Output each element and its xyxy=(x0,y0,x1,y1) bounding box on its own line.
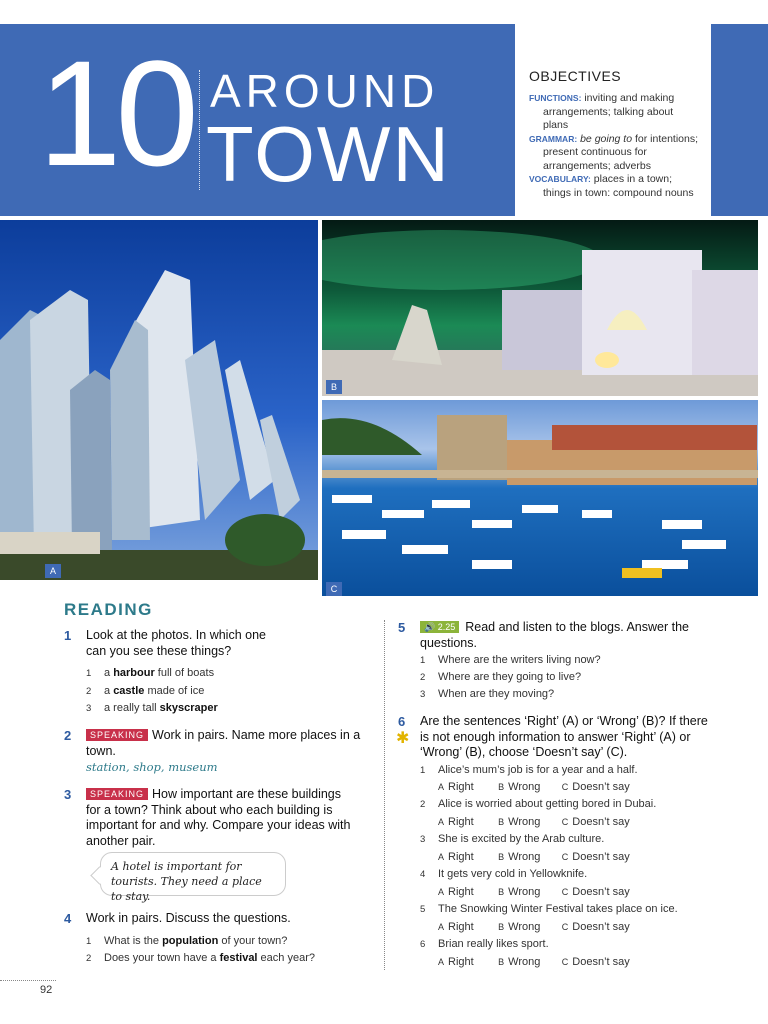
ice-castle-illustration xyxy=(322,220,758,396)
objectives-box xyxy=(515,24,711,216)
list-item: 1 a harbour full of boats xyxy=(86,667,215,679)
list-item: 1 What is the population of your town? xyxy=(86,935,288,947)
list-item: 3 a really tall skyscraper xyxy=(86,702,218,714)
speech-bubble: A hotel is important for tourists. They need a place to stay. xyxy=(100,852,286,896)
photo-skyscrapers xyxy=(0,220,318,580)
photo-ice-castle xyxy=(322,220,758,396)
unit-number: 10 xyxy=(38,29,193,197)
objective-grammar: GRAMMAR: be going to for intentions; present continuous for arrangements; adverbs xyxy=(529,132,699,172)
photo-label-c: C xyxy=(326,582,342,596)
photo-label-b: B xyxy=(326,380,342,394)
unit-title-line2: TOWN xyxy=(206,110,451,198)
page-number: 92 xyxy=(40,984,53,996)
question-5-text: 🔊 2.25 Read and listen to the blogs. Answer the questions. xyxy=(420,620,690,650)
list-item: 2 a castle made of ice xyxy=(86,685,205,697)
answer-options[interactable]: A Right B Wrong C Doesn’t say xyxy=(438,816,630,828)
question-1-text: Look at the photos. In which one can you see these things? xyxy=(86,628,266,658)
audio-track-badge[interactable]: 🔊 2.25 xyxy=(420,621,459,633)
objective-functions: FUNCTIONS: inviting and making arrangements; talking about plans xyxy=(529,92,675,131)
photo-label-a: A xyxy=(45,564,61,578)
skyscrapers-illustration xyxy=(0,220,318,580)
list-item: 3 When are they moving? xyxy=(420,688,555,700)
answer-options[interactable]: A Right B Wrong C Doesn’t say xyxy=(438,886,630,898)
footer-rule xyxy=(0,980,56,981)
question-number: 6 xyxy=(398,714,406,729)
section-title-reading: READING xyxy=(64,600,153,619)
list-item: 2 Where are they going to live? xyxy=(420,671,582,683)
speaking-badge: SPEAKING xyxy=(86,729,148,741)
answer-options[interactable]: A Right B Wrong C Doesn’t say xyxy=(438,781,630,793)
harbour-illustration xyxy=(322,400,758,596)
question-6-text: Are the sentences ‘Right’ (A) or ‘Wrong’ (B)? If there is not enough information to answer ‘Right’ (A) or ‘Wrong’ (B), choose ‘Doesn’t say’ (C). xyxy=(420,714,708,759)
objectives-title: OBJECTIVES xyxy=(529,68,622,84)
list-item: 3 She is excited by the Arab culture. xyxy=(420,833,605,845)
answer-options[interactable]: A Right B Wrong C Doesn’t say xyxy=(438,921,630,933)
question-number: 5 xyxy=(398,620,406,635)
question-number: 1 xyxy=(64,628,72,643)
list-item: 6 Brian really likes sport. xyxy=(420,938,549,950)
header-divider xyxy=(199,70,200,190)
question-number: 4 xyxy=(64,911,72,926)
answer-options[interactable]: A Right B Wrong C Doesn’t say xyxy=(438,851,630,863)
star-icon: ✱ xyxy=(396,730,410,747)
list-item: 4 It gets very cold in Yellowknife. xyxy=(420,868,588,880)
list-item: 2 Does your town have a festival each year? xyxy=(86,952,315,964)
speaking-badge: SPEAKING xyxy=(86,788,148,800)
list-item: 2 Alice is worried about getting bored in Dubai. xyxy=(420,798,657,810)
unit-title-line1: AROUND xyxy=(210,65,440,117)
question-number: 3 xyxy=(64,787,72,802)
list-item: 1 Where are the writers living now? xyxy=(420,654,601,666)
header-band-right xyxy=(711,24,757,216)
question-2-text: SPEAKING Work in pairs. Name more places in a town. xyxy=(86,728,361,758)
answer-options[interactable]: A Right B Wrong C Doesn’t say xyxy=(438,956,630,968)
example-answers: station, shop, museum xyxy=(86,760,218,774)
question-3-text: SPEAKING How important are these buildings for a town? Think about who each building is important for and why. Compare your ideas with another pair. xyxy=(86,787,351,848)
list-item: 1 Alice’s mum’s job is for a year and a half. xyxy=(420,764,638,776)
photo-harbour xyxy=(322,400,758,596)
column-divider xyxy=(384,620,385,970)
question-4-text: Work in pairs. Discuss the questions. xyxy=(86,911,291,925)
list-item: 5 The Snowking Winter Festival takes place on ice. xyxy=(420,903,678,915)
question-number: 2 xyxy=(64,728,72,743)
objective-vocabulary: VOCABULARY: places in a town; things in town: compound nouns xyxy=(529,173,694,199)
